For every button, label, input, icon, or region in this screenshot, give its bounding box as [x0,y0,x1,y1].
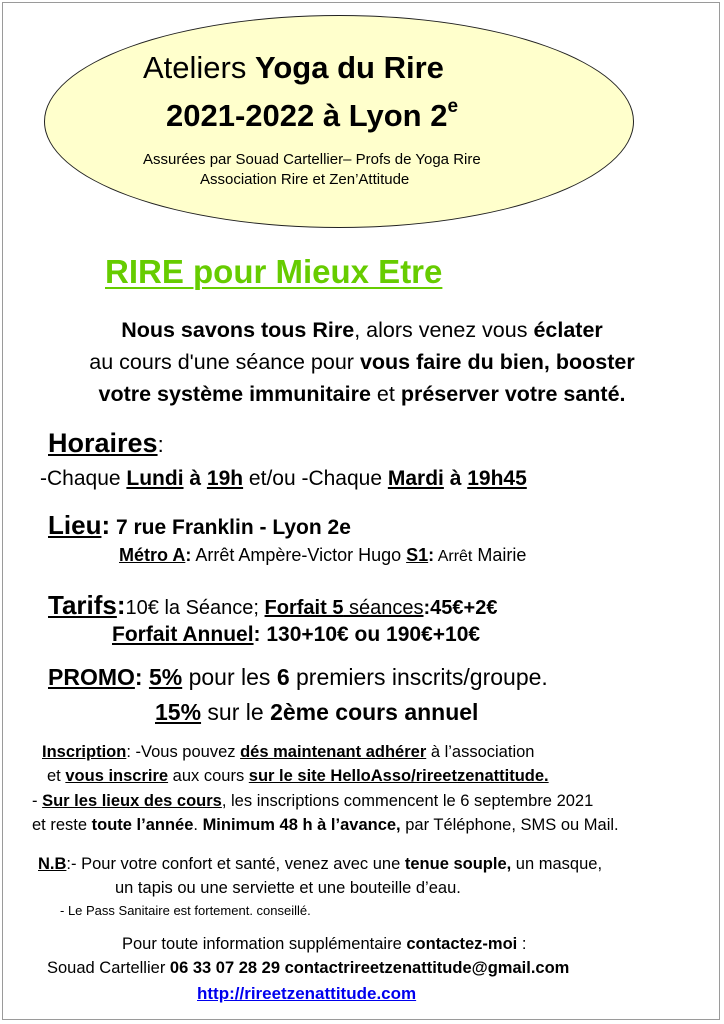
intro-line-3: votre système immunitaire et préserver votre santé. [98,382,626,406]
nb-line-2: un tapis ou une serviette et une bouteille d’eau. [115,879,461,897]
subtitle: RIRE pour Mieux Etre [105,253,443,290]
inscription-line-4: et reste toute l’année. Minimum 48 h à l’avance, par Téléphone, SMS ou Mail. [32,816,619,834]
website-link[interactable]: http://rireetzenattitude.com [197,984,417,1003]
horaires-title: Horaires: [48,428,164,458]
intro-line-2: au cours d'une séance pour vous faire du bien, booster [89,350,635,374]
horaires-schedule: -Chaque Lundi à 19h et/ou -Chaque Mardi à 19h45 [40,467,527,490]
inscription-line-1: Inscription: -Vous pouvez dés maintenant adhérer à l’association [42,743,535,761]
forfait-annuel-line: Forfait Annuel: 130+10€ ou 190€+10€ [112,623,481,646]
inscription-line-2: et vous inscrire aux cours sur le site HelloAsso/rireetzenattitude. [47,767,549,785]
header-association: Association Rire et Zen’Attitude [200,171,410,188]
phone-number: 06 33 07 28 29 [169,959,281,977]
metro-line: Métro A: Arrêt Ampère-Victor Hugo S1: Arrêt Mairie [119,545,527,565]
nb-line-1: N.B:- Pour votre confort et santé, venez avec une tenue souple, un masque, [38,855,603,873]
header-animator: Assurées par Souad Cartellier– Profs de Yoga Rire [143,151,481,168]
intro-line-1: Nous savons tous Rire, alors venez vous éclater [121,318,603,342]
promo-line-1: PROMO: 5% pour les 6 premiers inscrits/groupe. [48,664,548,690]
promo-line-2: 15% sur le 2ème cours annuel [155,699,479,725]
header-years-city: 2021-2022 à Lyon 2e [166,96,459,133]
tarifs-line: Tarifs:10€ la Séance; Forfait 5 séances:45€+2€ [48,590,498,620]
contact-line-1: Pour toute information supplémentaire contactez-moi : [122,935,527,953]
contact-line-2: Souad Cartellier 06 33 07 28 29 contactrireetzenattitude@gmail.com [47,959,570,977]
header-title: Ateliers Yoga du Rire [143,50,444,85]
nb-line-3: - Le Pass Sanitaire est fortement. conseillé. [60,903,311,918]
lieu-line: Lieu: 7 rue Franklin - Lyon 2e [48,510,351,540]
inscription-line-3: - Sur les lieux des cours, les inscriptions commencent le 6 septembre 2021 [32,792,594,810]
email-address: contactrireetzenattitude@gmail.com [280,959,570,977]
